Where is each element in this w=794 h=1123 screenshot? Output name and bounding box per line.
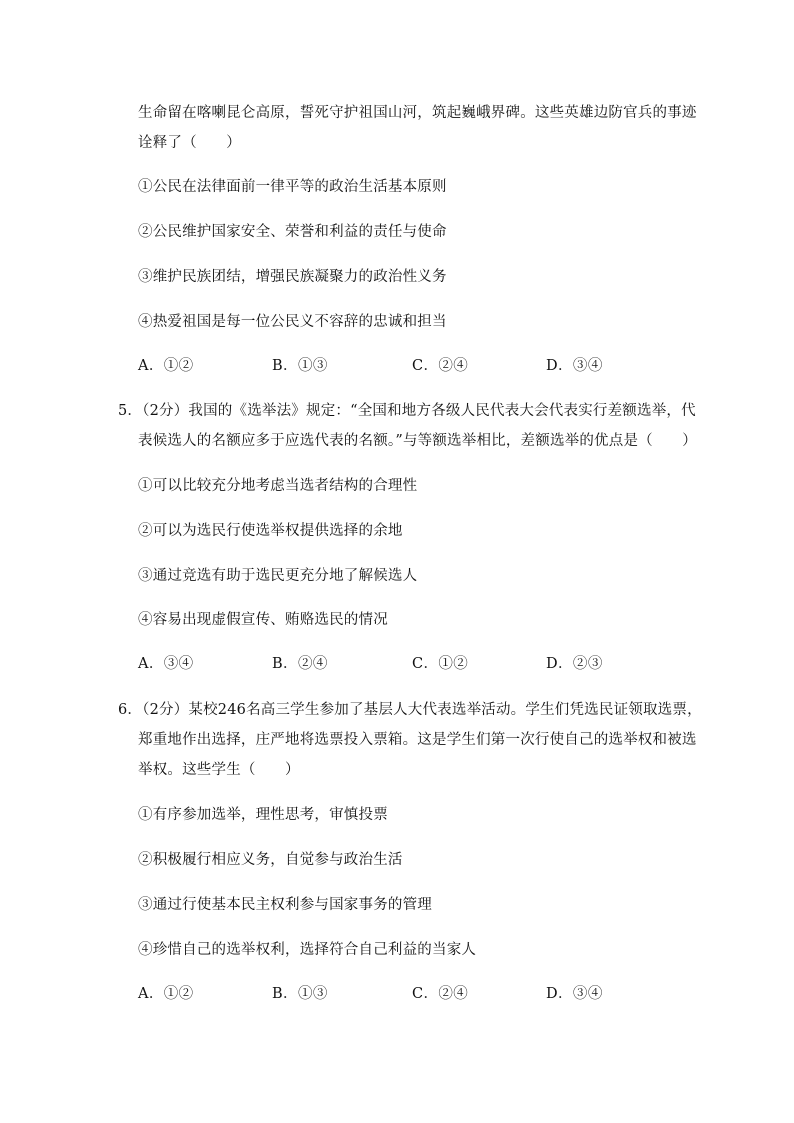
q5-choice-d: D．②③ (546, 656, 603, 672)
q6-statement-1: ①有序参加选举，理性思考，审慎投票 (138, 807, 388, 823)
q5-statement-2: ②可以为选民行使选举权提供选择的余地 (138, 523, 403, 539)
q4-stem-line-2: 诠释了（ ） (138, 135, 241, 151)
q6-choices (138, 984, 698, 1004)
q6-statement-3: ③通过行使基本民主权利参与国家事务的管理 (138, 897, 432, 913)
q5-statement-1: ①可以比较充分地考虑当选者结构的合理性 (138, 478, 418, 494)
q6-choice-d: D．③④ (546, 986, 603, 1002)
q4-statement-2: ②公民维护国家安全、荣誉和利益的责任与使命 (138, 224, 447, 240)
q6-stem-line-3: 举权。这些学生（ ） (138, 762, 300, 778)
q4-statement-4: ④热爱祖国是每一位公民义不容辞的忠诚和担当 (138, 314, 447, 330)
q5-choice-c: C．①② (412, 656, 469, 672)
q6-stem-line-2: 郑重地作出选择，庄严地将选票投入票箱。这是学生们第一次行使自己的选举权和被选 (138, 732, 697, 748)
q6-choice-a: A．①② (138, 986, 194, 1002)
q4-choice-b: B．①③ (272, 358, 328, 374)
q5-stem-line-1: 5．（2分）我国的《选举法》规定：“全国和地方各级人民代表大会代表实行差额选举，代 (118, 403, 696, 419)
q5-statement-3: ③通过竞选有助于选民更充分地了解候选人 (138, 568, 418, 584)
q5-choice-a: A．③④ (138, 656, 194, 672)
q6-choice-b: B．①③ (272, 986, 328, 1002)
q5-choices (138, 654, 698, 674)
q6-statement-2: ②积极履行相应义务，自觉参与政治生活 (138, 852, 403, 868)
q6-choice-c: C．②④ (412, 986, 469, 1002)
q4-statement-3: ③维护民族团结，增强民族凝聚力的政治性义务 (138, 269, 447, 285)
q5-choice-b: B．②④ (272, 656, 328, 672)
q4-choice-d: D．③④ (546, 358, 603, 374)
q5-statement-4: ④容易出现虚假宣传、贿赂选民的情况 (138, 612, 388, 628)
q4-stem-line-1: 生命留在喀喇昆仑高原，誓死守护祖国山河，筑起巍峨界碑。这些英雄边防官兵的事迹 (138, 105, 697, 121)
q4-choice-c: C．②④ (412, 358, 469, 374)
q6-statement-4: ④珍惜自己的选举权利，选择符合自己利益的当家人 (138, 942, 477, 958)
q4-choice-a: A．①② (138, 358, 194, 374)
q5-stem-line-2: 表候选人的名额应多于应选代表的名额。”与等额选举相比，差额选举的优点是（ ） (138, 433, 697, 449)
q4-choices (138, 356, 698, 376)
q6-stem-line-1: 6．（2分）某校246名高三学生参加了基层人大代表选举活动。学生们凭选民证领取选票， (118, 702, 702, 718)
q4-statement-1: ①公民在法律面前一律平等的政治生活基本原则 (138, 179, 447, 195)
